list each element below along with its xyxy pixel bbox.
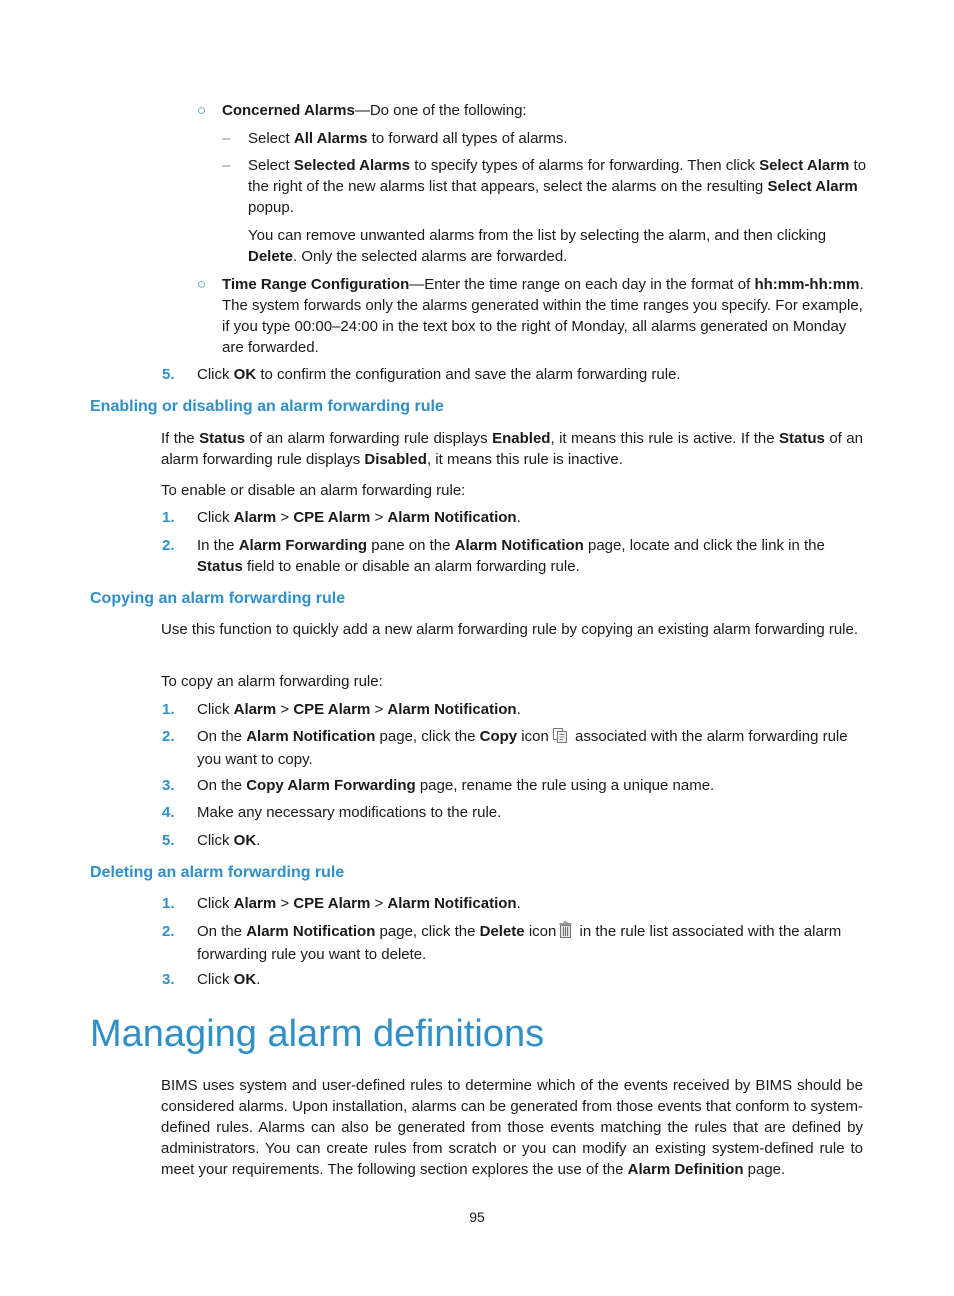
text: > <box>370 509 388 526</box>
text: field to enable or disable an alarm forwarding rule. <box>242 558 580 575</box>
term: All Alarms <box>293 130 368 147</box>
step-text <box>197 921 872 965</box>
paragraph: To copy an alarm forwarding rule: <box>161 673 383 690</box>
term: Select Alarm <box>767 178 858 195</box>
paragraph: Use this function to quickly add a new alarm forwarding rule by copying an existing alarm forwarding rule. <box>161 621 859 638</box>
term: Concerned Alarms <box>222 102 355 119</box>
step-number: 3. <box>162 777 175 794</box>
text: If the <box>161 430 200 447</box>
text: > <box>370 895 388 912</box>
text: pane on the <box>367 537 455 554</box>
text: Select <box>248 130 294 147</box>
term: CPE Alarm <box>293 509 371 526</box>
text: Click <box>197 895 234 912</box>
text: Click <box>197 701 234 718</box>
text: of an alarm forwarding rule displays <box>244 430 493 447</box>
step-text <box>197 802 872 823</box>
chapter-heading: Managing alarm definitions <box>90 1013 545 1055</box>
term: CPE Alarm <box>293 895 371 912</box>
text: On the <box>197 777 247 794</box>
text: Click <box>197 832 234 849</box>
text: , it means this rule is inactive. <box>426 451 623 468</box>
term: Delete <box>479 923 525 940</box>
text: icon <box>524 923 557 940</box>
text: . <box>516 701 521 718</box>
paragraph <box>161 1075 863 1180</box>
text: popup. <box>248 199 294 216</box>
term: Alarm Notification <box>387 509 517 526</box>
text: Click <box>197 509 234 526</box>
term: Selected Alarms <box>293 157 411 174</box>
text: to the right of the new alarms list that appears, select the alarms on the resulting <box>248 157 867 195</box>
text: You can remove unwanted alarms from the list by selecting the alarm, and then clicking <box>248 227 827 244</box>
text: BIMS uses system and user-defined rules to determine which of the events received by BIMS should be considered alarms. Upon installation, alarms can be generated from those events that conform to system-defined rules. Alarms can also be generated from those events matching the rules that are defined by administrators. You can create rules from scratch or you can modify an existing system-defined rule to meet your requirements. The following section explores the use of the <box>161 1077 863 1178</box>
text: to confirm the configuration and save the alarm forwarding rule. <box>256 366 681 383</box>
text: . <box>256 971 261 988</box>
dash-bullet-icon: – <box>222 157 231 174</box>
concerned-option-note <box>248 225 873 267</box>
step-number: 1. <box>162 509 175 526</box>
text: page, rename the rule using a unique name. <box>415 777 715 794</box>
text: Make any necessary modifications to the rule. <box>197 804 502 821</box>
text: > <box>370 701 388 718</box>
step-text <box>197 830 872 851</box>
term: Select Alarm <box>759 157 850 174</box>
text: page, click the <box>375 728 480 745</box>
text: page, locate and click the link in the <box>583 537 825 554</box>
page-number: 95 <box>469 1209 485 1225</box>
text: . Only the selected alarms are forwarded. <box>293 248 568 265</box>
term: Alarm Notification <box>387 701 517 718</box>
text: icon <box>517 728 549 745</box>
term: Alarm Notification <box>454 537 584 554</box>
term: Status <box>199 430 245 447</box>
term: Alarm Notification <box>387 895 517 912</box>
text: , it means this rule is active. If the <box>550 430 780 447</box>
term: Alarm Forwarding <box>238 537 368 554</box>
step-number: 2. <box>162 537 175 554</box>
term: OK <box>233 971 257 988</box>
concerned-option-selected <box>248 155 873 218</box>
term: Copy Alarm Forwarding <box>246 777 416 794</box>
text: > <box>276 895 294 912</box>
term: Disabled <box>364 451 427 468</box>
step-number: 2. <box>162 923 175 940</box>
step-number: 5. <box>162 832 175 849</box>
term: Alarm Definition <box>627 1161 744 1178</box>
term: Time Range Configuration <box>222 276 410 293</box>
term: Alarm <box>233 895 277 912</box>
step-number: 4. <box>162 804 175 821</box>
term: Delete <box>248 248 294 265</box>
text: Click <box>197 366 234 383</box>
term: Alarm Notification <box>246 728 376 745</box>
text: . The system forwards only the alarms generated within the time ranges you specify. For example, if you type 00:00–24:00 in the text box to the right of Monday, all alarms generated on Monday are forwarded. <box>222 276 864 356</box>
term: OK <box>233 366 257 383</box>
time-range-item <box>222 274 872 358</box>
paragraph <box>161 428 863 470</box>
term: Enabled <box>492 430 551 447</box>
step-text <box>197 969 872 990</box>
text: page, click the <box>375 923 480 940</box>
step-text <box>197 535 872 577</box>
term: OK <box>233 832 257 849</box>
section-heading-delete: Deleting an alarm forwarding rule <box>90 864 345 881</box>
text: . <box>516 509 521 526</box>
trash-icon <box>559 921 572 944</box>
term: Status <box>197 558 243 575</box>
term: Alarm Notification <box>246 923 376 940</box>
text: associated with the alarm forwarding rule you want to copy. <box>197 728 848 768</box>
term: Alarm <box>233 509 277 526</box>
text: Click <box>197 971 234 988</box>
step-number: 1. <box>162 895 175 912</box>
circle-bullet-icon: ○ <box>197 102 207 119</box>
step-number: 2. <box>162 728 175 745</box>
step-number: 5. <box>162 366 175 383</box>
section-heading-copy: Copying an alarm forwarding rule <box>90 590 346 607</box>
text: > <box>276 509 294 526</box>
step-text <box>197 775 872 796</box>
term: Copy <box>479 728 518 745</box>
text: in the rule list associated with the alarm forwarding rule you want to delete. <box>197 923 842 963</box>
paragraph: To enable or disable an alarm forwarding rule: <box>161 482 466 499</box>
circle-bullet-icon: ○ <box>197 276 207 293</box>
concerned-option-all <box>248 128 873 149</box>
text: of an alarm forwarding rule displays <box>161 430 863 468</box>
concerned-alarms-item <box>222 100 872 121</box>
step-text <box>197 893 872 914</box>
step-text <box>197 364 872 385</box>
text: —Enter the time range on each day in the format of <box>409 276 755 293</box>
text: page. <box>743 1161 786 1178</box>
text: On the <box>197 923 247 940</box>
step-text <box>197 507 872 528</box>
text: —Do one of the following: <box>354 102 527 119</box>
term: CPE Alarm <box>293 701 371 718</box>
term: Alarm <box>233 701 277 718</box>
text: Select <box>248 157 294 174</box>
text: . <box>256 832 261 849</box>
dash-bullet-icon: – <box>222 130 231 147</box>
text: > <box>276 701 294 718</box>
step-number: 3. <box>162 971 175 988</box>
term: hh:mm-hh:mm <box>754 276 860 293</box>
step-text <box>197 699 872 720</box>
text: On the <box>197 728 247 745</box>
term: Status <box>779 430 825 447</box>
text: In the <box>197 537 239 554</box>
text: to specify types of alarms for forwarding. Then click <box>410 157 760 174</box>
copy-icon <box>552 727 568 749</box>
step-number: 1. <box>162 701 175 718</box>
text: to forward all types of alarms. <box>367 130 568 147</box>
text: . <box>516 895 521 912</box>
section-heading-enable: Enabling or disabling an alarm forwarding rule <box>90 398 444 415</box>
step-text <box>197 726 872 770</box>
